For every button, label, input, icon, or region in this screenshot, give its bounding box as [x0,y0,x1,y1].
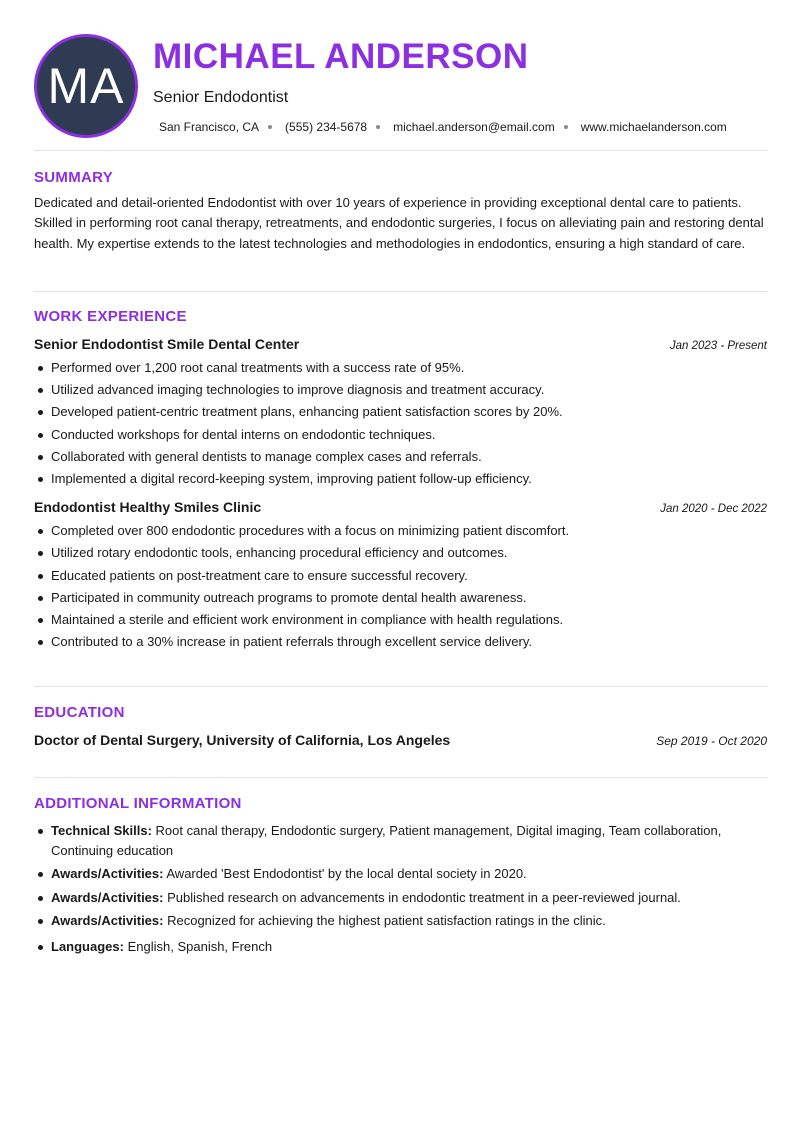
job-entry [34,499,767,653]
job-entry [34,336,767,490]
additional-section [34,795,767,960]
separator-dot-icon [564,125,568,129]
list-item: Implemented a digital record-keeping system, improving patient follow-up efficiency. [34,468,767,490]
job-title: Senior Endodontist Smile Dental Center [34,336,300,352]
experience-section [34,308,767,653]
job-bullets [34,520,767,653]
list-item [34,937,767,957]
item-text: Awarded 'Best Endodontist' by the local dental society in 2020. [166,866,527,881]
list-item: Completed over 800 endodontic procedures with a focus on minimizing patient discomfort. [34,520,767,542]
list-item: Developed patient-centric treatment plans, enhancing patient satisfaction scores by 20%. [34,401,767,423]
list-item: Utilized rotary endodontic tools, enhancing procedural efficiency and outcomes. [34,542,767,564]
item-text: English, Spanish, French [127,938,273,954]
list-item: Educated patients on post-treatment care to ensure successful recovery. [34,565,767,587]
job-dates: Jan 2023 - Present [669,340,767,352]
divider [34,291,767,292]
list-item: Maintained a sterile and efficient work environment in compliance with health regulations. [34,609,767,631]
list-item: Collaborated with general dentists to manage complex cases and referrals. [34,446,767,468]
resume-header [34,34,767,138]
experience-heading: WORK EXPERIENCE [34,308,187,325]
contact-website[interactable]: www.michaelanderson.com [580,120,727,134]
item-label: Technical Skills: [51,823,152,838]
candidate-title: Senior Endodontist [153,89,289,106]
item-label: Languages: [51,938,124,954]
item-label: Awards/Activities: [51,866,164,881]
list-item: Conducted workshops for dental interns on endodontic techniques. [34,424,767,446]
candidate-name: MICHAEL ANDERSON [153,37,529,76]
job-dates: Jan 2020 - Dec 2022 [660,503,767,516]
list-item [34,911,767,931]
job-bullets [34,357,767,490]
item-label: Awards/Activities: [51,889,164,905]
list-item: Participated in community outreach programs to promote dental health awareness. [34,587,767,609]
list-item [34,888,767,908]
avatar [34,34,138,138]
education-degree: Doctor of Dental Surgery, University of California, Los Angeles [34,732,451,748]
divider [34,150,767,151]
summary-text: Dedicated and detail-oriented Endodontist with over 10 years of experience in providing exceptional dental care to patients. Skilled in performing root canal therapy, retreatments, and endodontic surgeries, I focus on alleviating pain and restoring dental health. My expertise extends to the latest technologies and methodologies in endodontics, ensuring a high standard of care. [34,195,764,251]
job-title: Endodontist Healthy Smiles Clinic [34,499,262,516]
education-heading: EDUCATION [34,704,125,721]
summary-section [34,169,767,254]
additional-list [34,821,767,956]
education-section [34,704,767,748]
separator-dot-icon [268,125,272,129]
separator-dot-icon [376,125,380,129]
item-text: Published research on advancements in endodontic treatment in a peer-reviewed journal. [167,889,681,905]
contact-line [159,120,727,134]
list-item [34,821,767,860]
item-text: Recognized for achieving the highest patient satisfaction ratings in the clinic. [167,913,606,928]
list-item: Utilized advanced imaging technologies to improve diagnosis and treatment accuracy. [34,379,767,401]
list-item: Contributed to a 30% increase in patient referrals through excellent service delivery. [34,631,767,653]
list-item [34,864,767,884]
education-dates: Sep 2019 - Oct 2020 [656,734,767,748]
item-label: Awards/Activities: [51,913,164,928]
avatar-initials: MA [47,58,125,114]
contact-email[interactable]: michael.anderson@email.com [393,120,555,134]
additional-heading: ADDITIONAL INFORMATION [34,795,242,812]
contact-location: San Francisco, CA [159,120,260,134]
divider [34,777,767,778]
contact-phone: (555) 234-5678 [285,120,368,134]
list-item: Performed over 1,200 root canal treatments with a success rate of 95%. [34,357,767,379]
divider [34,686,767,687]
summary-heading: SUMMARY [34,169,114,186]
item-text: Root canal therapy, Endodontic surgery, Patient management, Digital imaging, Team collaboration, Continuing education [51,823,722,858]
